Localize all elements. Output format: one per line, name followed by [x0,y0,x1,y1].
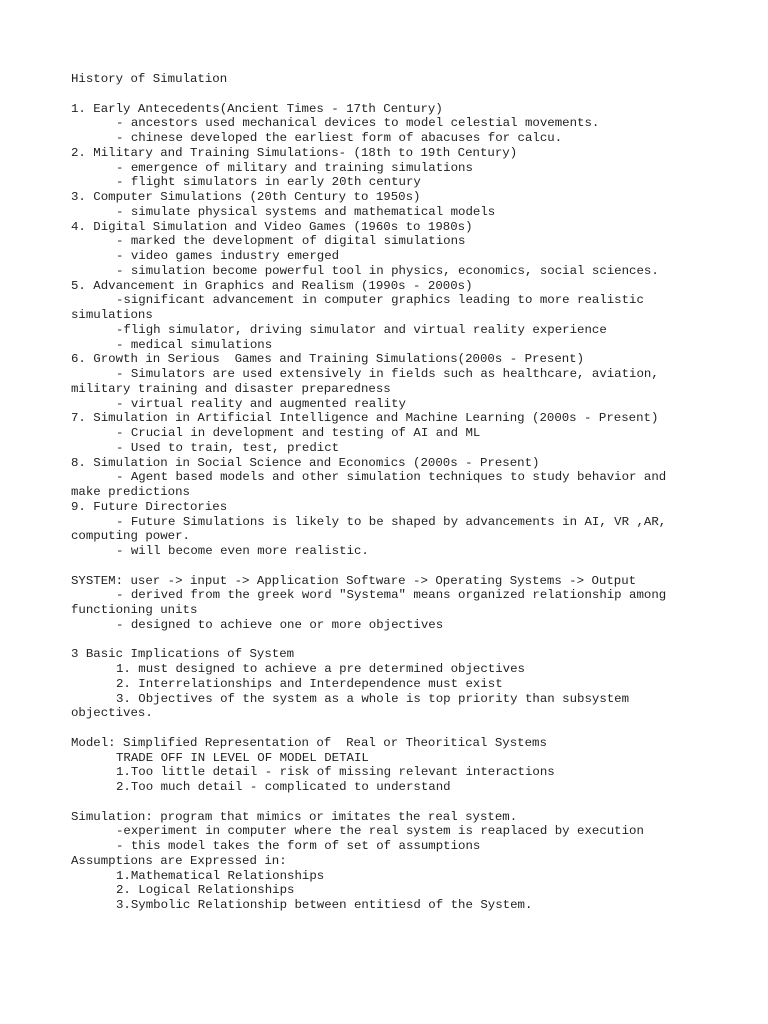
assumptions-note: 2. Logical Relationships [116,883,295,898]
history-item-heading: 8. Simulation in Social Science and Economics (2000s - Present) [71,455,540,470]
model-note: 2.Too much detail - complicated to understand [116,780,451,794]
history-item-note: -fligh simulator, driving simulator and virtual reality experience [116,322,607,337]
history-item-note: - marked the development of digital simulations [116,234,466,249]
blank-line [71,721,711,736]
history-item-heading: 5. Advancement in Graphics and Realism (1990s - 2000s) [71,278,473,293]
system-heading: SYSTEM: user -> input -> Application Software -> Operating Systems -> Output [71,573,637,588]
history-item-heading: 7. Simulation in Artificial Intelligence and Machine Learning (2000s - Present) [71,411,659,426]
history-item-note: - Agent based models and other simulation techniques to study behavior and [116,470,667,485]
blank-line [71,633,711,648]
implications-note: 2. Interrelationships and Interdependence must exist [116,676,503,691]
model-heading: Model: Simplified Representation of Real or Theoritical Systems [71,735,547,750]
assumptions-heading: Assumptions are Expressed in: [71,853,287,868]
assumptions-note: 3.Symbolic Relationship between entitiesd of the System. [116,898,533,912]
system-note-wrap: functioning units [71,603,198,617]
system-note: - derived from the greek word "Systema" means organized relationship among [116,588,667,603]
simulation-note: - this model takes the form of set of assumptions [116,839,481,853]
simulation-note: -experiment in computer where the real system is reaplaced by execution [116,824,644,839]
simulation-heading: Simulation: program that mimics or imitates the real system. [71,809,518,824]
history-item-note-wrap: military training and disaster preparedness [71,381,391,396]
history-item-note: - will become even more realistic. [116,544,369,558]
history-item-note: - simulation become powerful tool in physics, economics, social sciences. [116,263,659,278]
history-item-note: - medical simulations [116,337,273,352]
history-item-note: - Crucial in development and testing of AI and ML [116,426,481,440]
history-item-note-wrap: computing power. [71,529,190,544]
history-item-heading: 4. Digital Simulation and Video Games (1960s to 1980s) [71,219,473,234]
history-item-note: - ancestors used mechanical devices to model celestial movements. [116,116,600,131]
history-item-heading: 2. Military and Training Simulations- (18th to 19th Century) [71,145,518,160]
blank-line [71,559,711,574]
document-body [71,72,711,913]
history-item-note-wrap: make predictions [71,485,190,499]
history-item-note: - chinese developed the earliest form of abacuses for calcu. [116,131,563,145]
history-item-note: - Future Simulations is likely to be shaped by advancements in AI, VR ,AR, [116,514,667,529]
history-item-note: -significant advancement in computer graphics leading to more realistic [116,293,644,308]
implications-note: 3. Objectives of the system as a whole is top priority than subsystem [116,691,630,706]
history-item-heading: 3. Computer Simulations (20th Century to 1950s) [71,190,421,204]
history-item-note: - virtual reality and augmented reality [116,396,406,411]
implications-heading: 3 Basic Implications of System [71,647,295,662]
history-item-note: - Used to train, test, predict [116,440,340,455]
history-item-note: - simulate physical systems and mathematical models [116,204,496,219]
implications-note-wrap: objectives. [71,706,153,721]
model-note: 1.Too little detail - risk of missing relevant interactions [116,765,555,780]
implications-note: 1. must designed to achieve a pre determined objectives [116,662,525,676]
blank-line [71,87,711,102]
document-title: History of Simulation [71,72,228,86]
history-item-note: - emergence of military and training simulations [116,160,473,175]
history-item-note: - flight simulators in early 20th century [116,175,421,190]
assumptions-note: 1.Mathematical Relationships [116,868,325,883]
history-item-heading: 6. Growth in Serious Games and Training Simulations(2000s - Present) [71,352,585,367]
history-item-note: - video games industry emerged [116,249,340,263]
history-item-heading: 9. Future Directories [71,499,228,514]
blank-line [71,795,711,810]
history-item-note-wrap: simulations [71,308,153,322]
history-item-note: - Simulators are used extensively in fields such as healthcare, aviation, [116,367,659,381]
model-note: TRADE OFF IN LEVEL OF MODEL DETAIL [116,750,369,765]
history-item-heading: 1. Early Antecedents(Ancient Times - 17th Century) [71,101,443,116]
system-note: - designed to achieve one or more objectives [116,617,444,632]
